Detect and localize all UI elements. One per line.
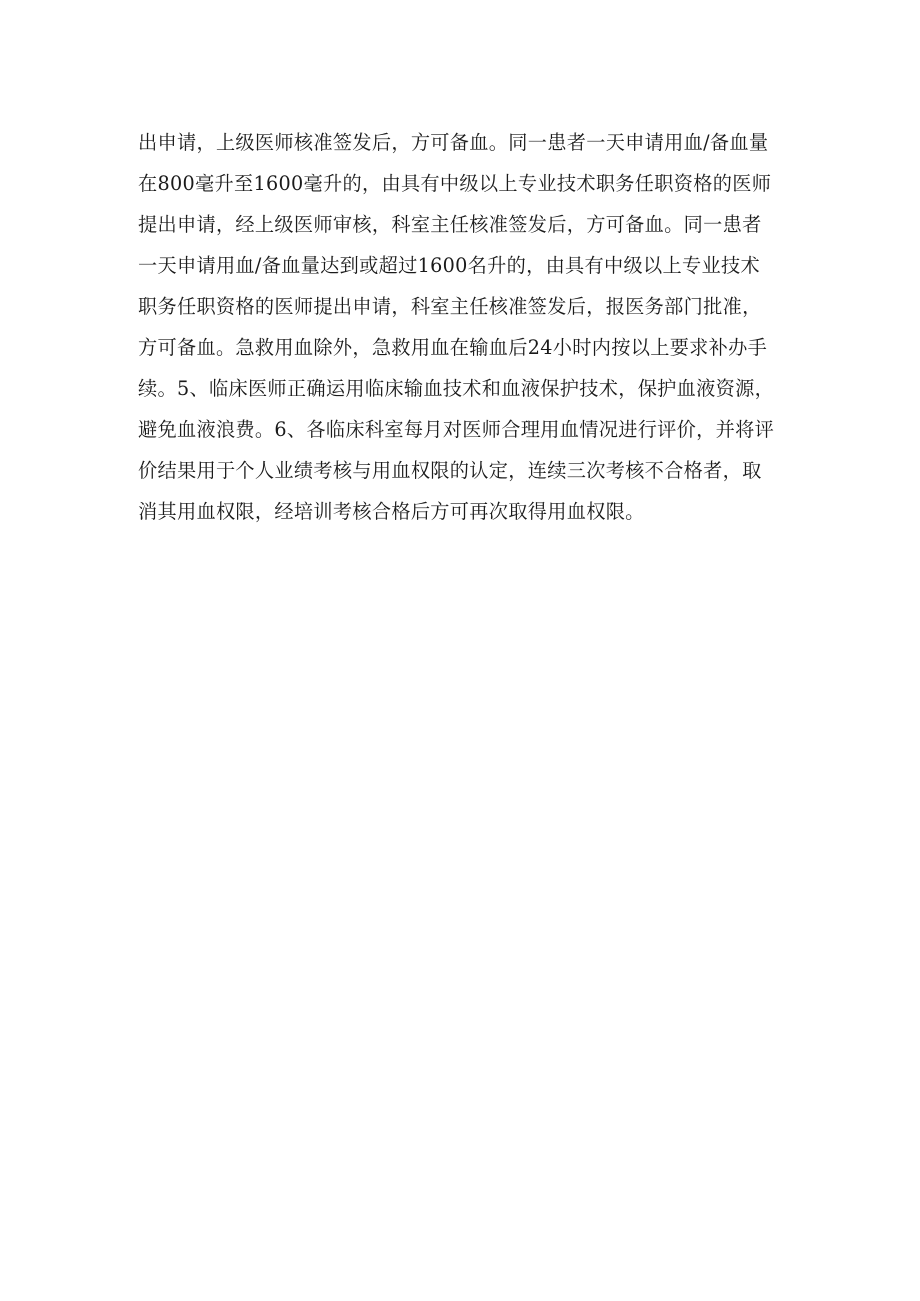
text-line: 价结果用于个人业绩考核与用血权限的认定，连续三次考核不合格者，取 <box>138 459 762 482</box>
text-line: 在800毫升至1600毫升的，由具有中级以上专业技术职务任职资格的医师 <box>138 172 772 195</box>
text-line: 出申请，上级医师核准签发后，方可备血。同一患者一天申请用血/备血量 <box>138 131 769 154</box>
text-line: 方可备血。急救用血除外，急救用血在输血后24小时内按以上要求补办手 <box>138 336 768 359</box>
text-line: 一天申请用血/备血量达到或超过1600名升的，由具有中级以上专业技术 <box>138 254 760 277</box>
text-line: 消其用血权限，经培训考核合格后方可再次取得用血权限。 <box>138 500 645 523</box>
text-line: 提出申请，经上级医师审核，科室主任核准签发后，方可备血。同一患者 <box>138 213 762 236</box>
body-paragraph <box>138 122 788 532</box>
text-line: 避免血液浪费。6、各临床科室每月对医师合理用血情况进行评价，并将评 <box>138 418 775 441</box>
text-line: 职务任职资格的医师提出申请，科室主任核准签发后，报医务部门批准， <box>138 295 762 318</box>
text-line: 续。5、临床医师正确运用临床输血技术和血液保护技术，保护血液资源， <box>138 377 775 400</box>
